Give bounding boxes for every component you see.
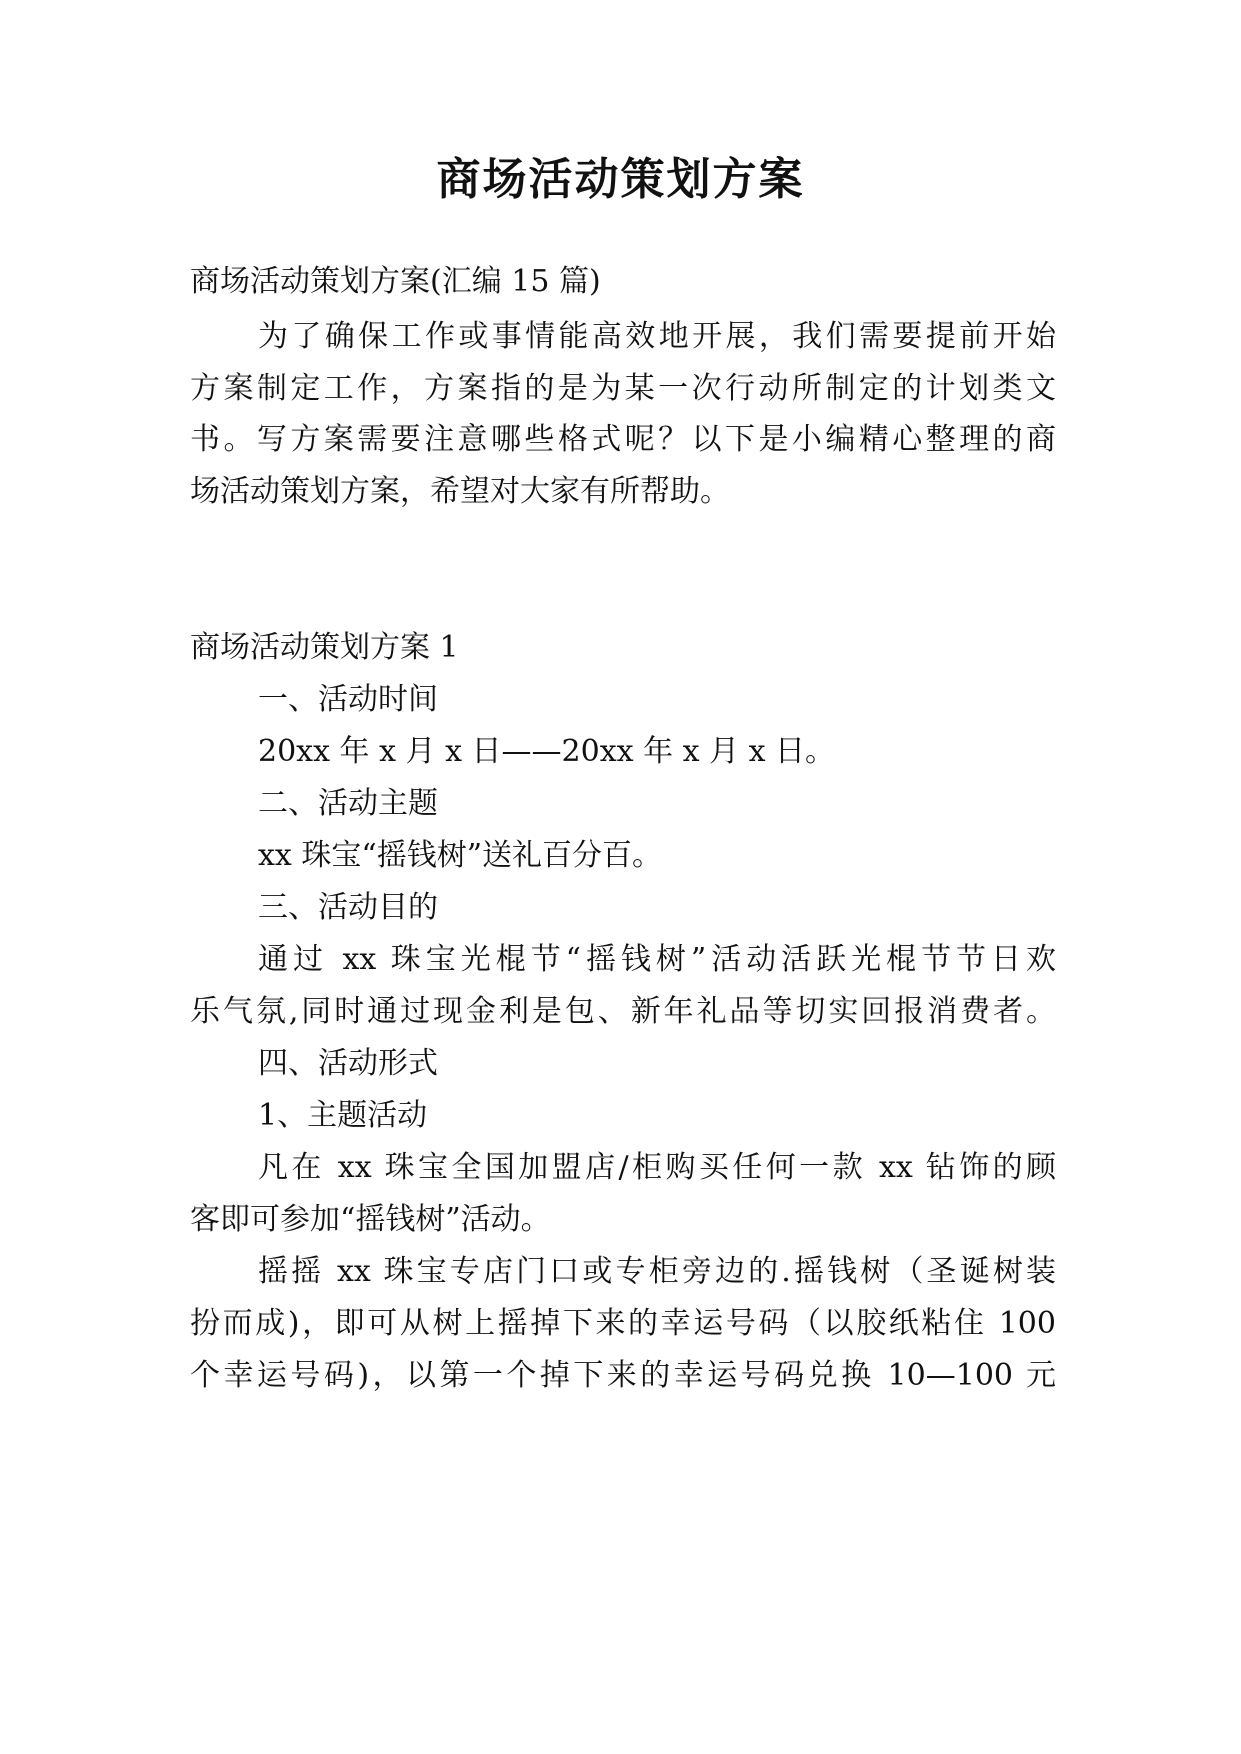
form-paragraph-1-line-2: 客即可参加“摇钱树”活动。 <box>190 1202 551 1237</box>
document-subtitle: 商场活动策划方案(汇编 15 篇) <box>190 264 601 299</box>
intro-line-2: 方案制定工作，方案指的是为某一次行动所制定的计划类文 <box>190 371 1056 406</box>
time-text: 20xx 年 x 月 x 日——20xx 年 x 月 x 日。 <box>258 734 836 769</box>
form-paragraph-2-line-2: 扮而成)，即可从树上摇掉下来的幸运号码（以胶纸粘住 100 <box>190 1306 1056 1341</box>
intro-line-4: 场活动策划方案，希望对大家有所帮助。 <box>190 474 730 509</box>
time-heading: 一、活动时间 <box>258 682 438 717</box>
form-heading: 四、活动形式 <box>258 1046 438 1081</box>
purpose-line-2: 乐气氛,同时通过现金利是包、新年礼品等切实回报消费者。 <box>190 994 1056 1029</box>
document-title: 商场活动策划方案 <box>436 154 805 205</box>
theme-heading: 二、活动主题 <box>258 786 438 821</box>
form-paragraph-2-line-1: 摇摇 xx 珠宝专店门口或专柜旁边的.摇钱树（圣诞树装 <box>258 1254 1056 1289</box>
intro-line-1: 为了确保工作或事情能高效地开展，我们需要提前开始 <box>258 319 1056 354</box>
section-heading: 商场活动策划方案 1 <box>190 630 459 665</box>
form-paragraph-1-line-1: 凡在 xx 珠宝全国加盟店/柜购买任何一款 xx 钻饰的顾 <box>258 1150 1056 1185</box>
form-paragraph-2-line-3: 个幸运号码)，以第一个掉下来的幸运号码兑换 10—100 元 <box>190 1358 1056 1393</box>
intro-line-3: 书。写方案需要注意哪些格式呢？以下是小编精心整理的商 <box>190 422 1056 457</box>
purpose-line-1: 通过 xx 珠宝光棍节“摇钱树”活动活跃光棍节节日欢 <box>258 942 1056 977</box>
purpose-heading: 三、活动目的 <box>258 890 438 925</box>
form-subheading: 1、主题活动 <box>258 1098 428 1133</box>
theme-text: xx 珠宝“摇钱树”送礼百分百。 <box>258 838 663 873</box>
